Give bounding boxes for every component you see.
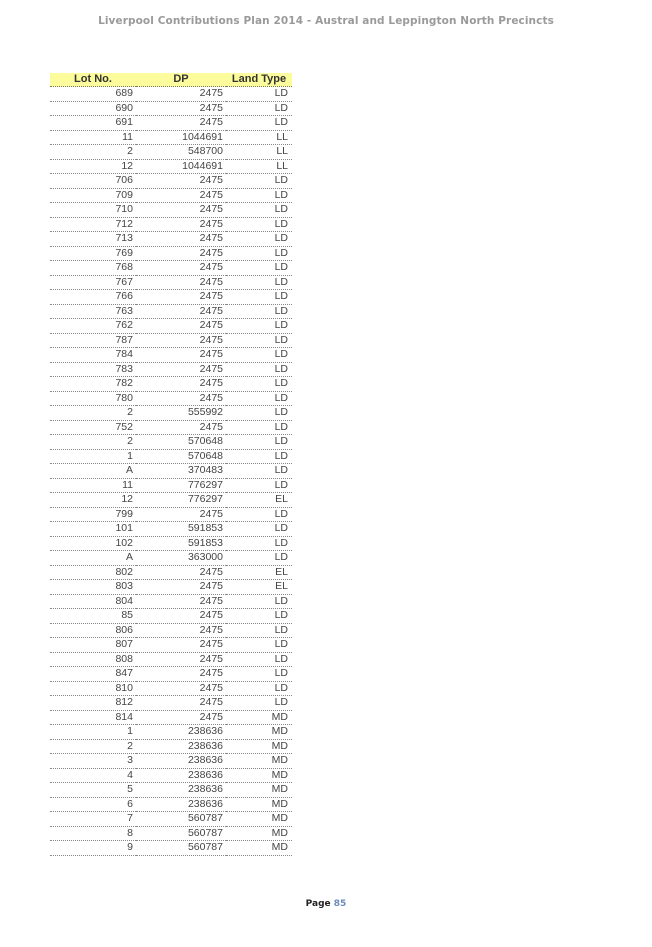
lot-number-cell: 6 xyxy=(50,797,136,812)
lot-number-cell: 1 xyxy=(50,725,136,740)
table-row xyxy=(50,783,292,798)
table-row xyxy=(50,217,292,232)
dp-cell: 2475 xyxy=(136,261,226,276)
dp-cell: 2475 xyxy=(136,188,226,203)
lot-number-cell: A xyxy=(50,551,136,566)
table-row xyxy=(50,275,292,290)
lot-number-cell: 806 xyxy=(50,623,136,638)
table-row xyxy=(50,768,292,783)
lot-number-cell: 767 xyxy=(50,275,136,290)
dp-cell: 238636 xyxy=(136,754,226,769)
lot-number-cell: 710 xyxy=(50,203,136,218)
land-type-cell: LD xyxy=(226,304,292,319)
dp-cell: 238636 xyxy=(136,768,226,783)
land-type-cell: LD xyxy=(226,290,292,305)
dp-cell: 2475 xyxy=(136,319,226,334)
document-header: Liverpool Contributions Plan 2014 - Austral and Leppington North Precincts xyxy=(98,15,554,27)
land-type-cell: LD xyxy=(226,696,292,711)
land-type-cell: LD xyxy=(226,594,292,609)
dp-cell: 2475 xyxy=(136,710,226,725)
land-type-cell: LD xyxy=(226,522,292,537)
land-type-cell: LL xyxy=(226,130,292,145)
table-row xyxy=(50,362,292,377)
lot-number-cell: 101 xyxy=(50,522,136,537)
table-body xyxy=(50,87,292,856)
table-row xyxy=(50,87,292,102)
table-row xyxy=(50,623,292,638)
land-type-cell: LD xyxy=(226,406,292,421)
dp-cell: 2475 xyxy=(136,232,226,247)
land-type-cell: LD xyxy=(226,420,292,435)
land-type-cell: LD xyxy=(226,87,292,102)
table-row xyxy=(50,391,292,406)
lot-number-cell: 808 xyxy=(50,652,136,667)
lot-number-cell: 12 xyxy=(50,159,136,174)
land-type-cell: MD xyxy=(226,754,292,769)
table-row xyxy=(50,174,292,189)
dp-cell: 2475 xyxy=(136,333,226,348)
dp-cell: 2475 xyxy=(136,652,226,667)
dp-cell: 2475 xyxy=(136,87,226,102)
table-row xyxy=(50,232,292,247)
land-type-cell: LD xyxy=(226,464,292,479)
land-type-cell: LD xyxy=(226,261,292,276)
table-row xyxy=(50,130,292,145)
dp-cell: 2475 xyxy=(136,507,226,522)
land-type-cell: LD xyxy=(226,203,292,218)
lot-number-cell: 1 xyxy=(50,449,136,464)
lot-number-cell: 766 xyxy=(50,290,136,305)
lot-number-cell: 807 xyxy=(50,638,136,653)
land-type-cell: LD xyxy=(226,449,292,464)
land-type-cell: EL xyxy=(226,493,292,508)
lot-number-cell: 713 xyxy=(50,232,136,247)
lot-number-cell: 787 xyxy=(50,333,136,348)
table-row xyxy=(50,551,292,566)
dp-cell: 2475 xyxy=(136,246,226,261)
land-type-cell: LD xyxy=(226,435,292,450)
land-type-cell: LD xyxy=(226,348,292,363)
table-row xyxy=(50,754,292,769)
table-row xyxy=(50,246,292,261)
table-row xyxy=(50,188,292,203)
land-type-cell: MD xyxy=(226,826,292,841)
land-type-cell: MD xyxy=(226,812,292,827)
dp-cell: 555992 xyxy=(136,406,226,421)
table-row xyxy=(50,377,292,392)
land-type-cell: LD xyxy=(226,652,292,667)
dp-cell: 548700 xyxy=(136,145,226,160)
table-row xyxy=(50,739,292,754)
table-row xyxy=(50,725,292,740)
table-row xyxy=(50,826,292,841)
table-row xyxy=(50,478,292,493)
land-type-cell: LL xyxy=(226,145,292,160)
land-type-cell: LD xyxy=(226,362,292,377)
land-type-cell: LD xyxy=(226,116,292,131)
table-row xyxy=(50,681,292,696)
table-row xyxy=(50,290,292,305)
table-row xyxy=(50,116,292,131)
land-type-cell: LD xyxy=(226,391,292,406)
table-row xyxy=(50,464,292,479)
lot-number-cell: 780 xyxy=(50,391,136,406)
land-type-cell: LD xyxy=(226,246,292,261)
table-row xyxy=(50,696,292,711)
land-type-cell: LD xyxy=(226,217,292,232)
dp-cell: 2475 xyxy=(136,623,226,638)
land-type-cell: MD xyxy=(226,725,292,740)
table-row xyxy=(50,348,292,363)
land-type-cell: LD xyxy=(226,232,292,247)
dp-cell: 570648 xyxy=(136,449,226,464)
column-header-dp: DP xyxy=(136,73,226,87)
land-type-cell: MD xyxy=(226,710,292,725)
table-row xyxy=(50,797,292,812)
table-row xyxy=(50,536,292,551)
table-row xyxy=(50,406,292,421)
table-row xyxy=(50,159,292,174)
column-header-lot-no: Lot No. xyxy=(50,73,136,87)
dp-cell: 2475 xyxy=(136,174,226,189)
dp-cell: 2475 xyxy=(136,609,226,624)
land-type-cell: LD xyxy=(226,638,292,653)
lot-number-cell: 85 xyxy=(50,609,136,624)
lot-number-cell: 810 xyxy=(50,681,136,696)
table-row xyxy=(50,609,292,624)
lot-number-cell: A xyxy=(50,464,136,479)
lot-number-cell: 768 xyxy=(50,261,136,276)
table-row xyxy=(50,565,292,580)
lot-number-cell: 691 xyxy=(50,116,136,131)
dp-cell: 2475 xyxy=(136,681,226,696)
lot-number-cell: 11 xyxy=(50,130,136,145)
land-type-cell: LD xyxy=(226,551,292,566)
land-type-cell: EL xyxy=(226,580,292,595)
land-type-cell: LD xyxy=(226,275,292,290)
dp-cell: 2475 xyxy=(136,420,226,435)
lot-number-cell: 799 xyxy=(50,507,136,522)
land-type-cell: LD xyxy=(226,667,292,682)
dp-cell: 591853 xyxy=(136,522,226,537)
land-type-cell: EL xyxy=(226,565,292,580)
dp-cell: 2475 xyxy=(136,565,226,580)
dp-cell: 560787 xyxy=(136,826,226,841)
lot-number-cell: 762 xyxy=(50,319,136,334)
page-footer xyxy=(0,899,652,909)
dp-cell: 2475 xyxy=(136,377,226,392)
table-row xyxy=(50,101,292,116)
dp-cell: 1044691 xyxy=(136,130,226,145)
lot-number-cell: 763 xyxy=(50,304,136,319)
lot-number-cell: 2 xyxy=(50,435,136,450)
table-row xyxy=(50,449,292,464)
dp-cell: 2475 xyxy=(136,203,226,218)
land-type-cell: LD xyxy=(226,174,292,189)
table-row xyxy=(50,420,292,435)
land-type-cell: LD xyxy=(226,101,292,116)
land-type-cell: MD xyxy=(226,797,292,812)
dp-cell: 560787 xyxy=(136,812,226,827)
lot-number-cell: 803 xyxy=(50,580,136,595)
table-row xyxy=(50,493,292,508)
table-row xyxy=(50,812,292,827)
land-type-cell: LD xyxy=(226,333,292,348)
land-type-cell: MD xyxy=(226,768,292,783)
dp-cell: 2475 xyxy=(136,362,226,377)
table-row xyxy=(50,507,292,522)
table-row xyxy=(50,522,292,537)
dp-cell: 2475 xyxy=(136,275,226,290)
dp-cell: 2475 xyxy=(136,696,226,711)
table-row xyxy=(50,652,292,667)
lot-number-cell: 709 xyxy=(50,188,136,203)
lot-number-cell: 2 xyxy=(50,145,136,160)
dp-cell: 2475 xyxy=(136,580,226,595)
lot-number-cell: 689 xyxy=(50,87,136,102)
table-row xyxy=(50,319,292,334)
dp-cell: 2475 xyxy=(136,348,226,363)
dp-cell: 591853 xyxy=(136,536,226,551)
lot-number-cell: 769 xyxy=(50,246,136,261)
land-type-cell: LD xyxy=(226,188,292,203)
land-type-cell: LD xyxy=(226,377,292,392)
table-row xyxy=(50,261,292,276)
dp-cell: 560787 xyxy=(136,841,226,856)
page-number: 85 xyxy=(333,899,347,909)
land-type-cell: LD xyxy=(226,681,292,696)
lot-number-cell: 804 xyxy=(50,594,136,609)
lot-number-cell: 706 xyxy=(50,174,136,189)
dp-cell: 363000 xyxy=(136,551,226,566)
table-row xyxy=(50,841,292,856)
dp-cell: 2475 xyxy=(136,101,226,116)
lot-number-cell: 784 xyxy=(50,348,136,363)
table-header-row xyxy=(50,73,292,87)
lot-number-cell: 4 xyxy=(50,768,136,783)
land-type-cell: LD xyxy=(226,536,292,551)
dp-cell: 776297 xyxy=(136,493,226,508)
page-label: Page xyxy=(305,899,331,909)
lot-number-cell: 102 xyxy=(50,536,136,551)
lot-number-cell: 3 xyxy=(50,754,136,769)
dp-cell: 370483 xyxy=(136,464,226,479)
lot-number-cell: 12 xyxy=(50,493,136,508)
dp-cell: 2475 xyxy=(136,391,226,406)
table-row xyxy=(50,333,292,348)
dp-cell: 2475 xyxy=(136,304,226,319)
table-row xyxy=(50,203,292,218)
lot-number-cell: 802 xyxy=(50,565,136,580)
lot-number-cell: 847 xyxy=(50,667,136,682)
lot-number-cell: 8 xyxy=(50,826,136,841)
dp-cell: 2475 xyxy=(136,638,226,653)
lot-number-cell: 7 xyxy=(50,812,136,827)
dp-cell: 238636 xyxy=(136,797,226,812)
lot-number-cell: 9 xyxy=(50,841,136,856)
table-row xyxy=(50,710,292,725)
table-row xyxy=(50,638,292,653)
table-row xyxy=(50,145,292,160)
table-row xyxy=(50,304,292,319)
land-type-cell: MD xyxy=(226,783,292,798)
dp-cell: 2475 xyxy=(136,116,226,131)
dp-cell: 2475 xyxy=(136,594,226,609)
lot-number-cell: 783 xyxy=(50,362,136,377)
dp-cell: 2475 xyxy=(136,667,226,682)
dp-cell: 570648 xyxy=(136,435,226,450)
land-type-cell: LL xyxy=(226,159,292,174)
lot-number-cell: 782 xyxy=(50,377,136,392)
lot-number-cell: 5 xyxy=(50,783,136,798)
land-type-cell: LD xyxy=(226,609,292,624)
lot-number-cell: 752 xyxy=(50,420,136,435)
table-row xyxy=(50,667,292,682)
dp-cell: 238636 xyxy=(136,739,226,754)
dp-cell: 1044691 xyxy=(136,159,226,174)
column-header-land-type: Land Type xyxy=(226,73,292,87)
lot-number-cell: 690 xyxy=(50,101,136,116)
lot-number-cell: 2 xyxy=(50,406,136,421)
lot-table xyxy=(50,73,292,856)
dp-cell: 238636 xyxy=(136,783,226,798)
dp-cell: 776297 xyxy=(136,478,226,493)
lot-number-cell: 2 xyxy=(50,739,136,754)
dp-cell: 2475 xyxy=(136,217,226,232)
land-type-cell: LD xyxy=(226,507,292,522)
lot-number-cell: 712 xyxy=(50,217,136,232)
land-type-cell: LD xyxy=(226,319,292,334)
dp-cell: 238636 xyxy=(136,725,226,740)
lot-number-cell: 812 xyxy=(50,696,136,711)
land-type-cell: LD xyxy=(226,623,292,638)
land-type-cell: MD xyxy=(226,739,292,754)
land-type-cell: LD xyxy=(226,478,292,493)
table-row xyxy=(50,435,292,450)
table-row xyxy=(50,580,292,595)
lot-number-cell: 814 xyxy=(50,710,136,725)
lot-number-cell: 11 xyxy=(50,478,136,493)
land-type-cell: MD xyxy=(226,841,292,856)
table-row xyxy=(50,594,292,609)
dp-cell: 2475 xyxy=(136,290,226,305)
